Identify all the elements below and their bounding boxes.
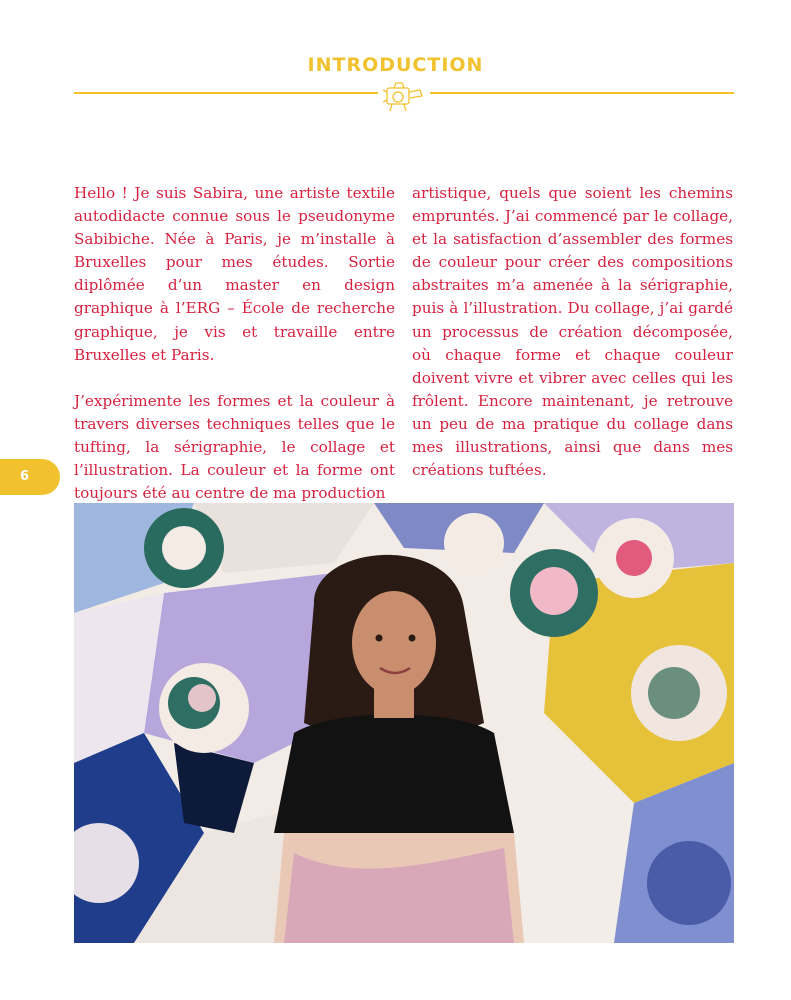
paragraph: artistique, quels que soient les chemins empruntés. J’ai commencé par le collage, et la satisfaction d’assembler des formes de couleur pour créer des compositions abstraites m’a amenée à la sérigraphie, puis à l’illustration. Du collage, j’ai gardé un processus de création décomposée, où chaque forme et chaque couleur doivent vivre et vibrer avec celles qui les frôlent. Encore maintenant, je retrouve un peu de ma pratique du collage dans mes illustrations, ainsi que dans mes créations tuftées. xyxy=(412,184,733,480)
tufted-rug-illustration xyxy=(74,503,734,943)
page-number-tab xyxy=(0,459,60,495)
text-column-right xyxy=(412,182,733,505)
tufting-gun-icon xyxy=(380,78,428,114)
chapter-title: INTRODUCTION xyxy=(307,54,484,76)
artist-photo xyxy=(74,503,734,943)
header-rule-right xyxy=(430,92,734,94)
page-number: 6 xyxy=(20,469,30,484)
text-column-left xyxy=(74,182,395,528)
paragraph: Hello ! Je suis Sabira, une artiste textile autodidacte connue sous le pseudonyme Sabibiche. Née à Paris, je m’installe à Bruxelles pour mes études. Sortie diplômée d’un master en design graphique à l’ERG – École de recherche graphique, je vis et travaille entre Bruxelles et Paris. xyxy=(74,184,395,364)
header-rule-left xyxy=(74,92,378,94)
paragraph: J’expérimente les formes et la couleur à travers diverses techniques telles que le tufting, la sérigraphie, le collage et l’illustration. La couleur et la forme ont toujours été au centre de ma production xyxy=(74,391,395,503)
